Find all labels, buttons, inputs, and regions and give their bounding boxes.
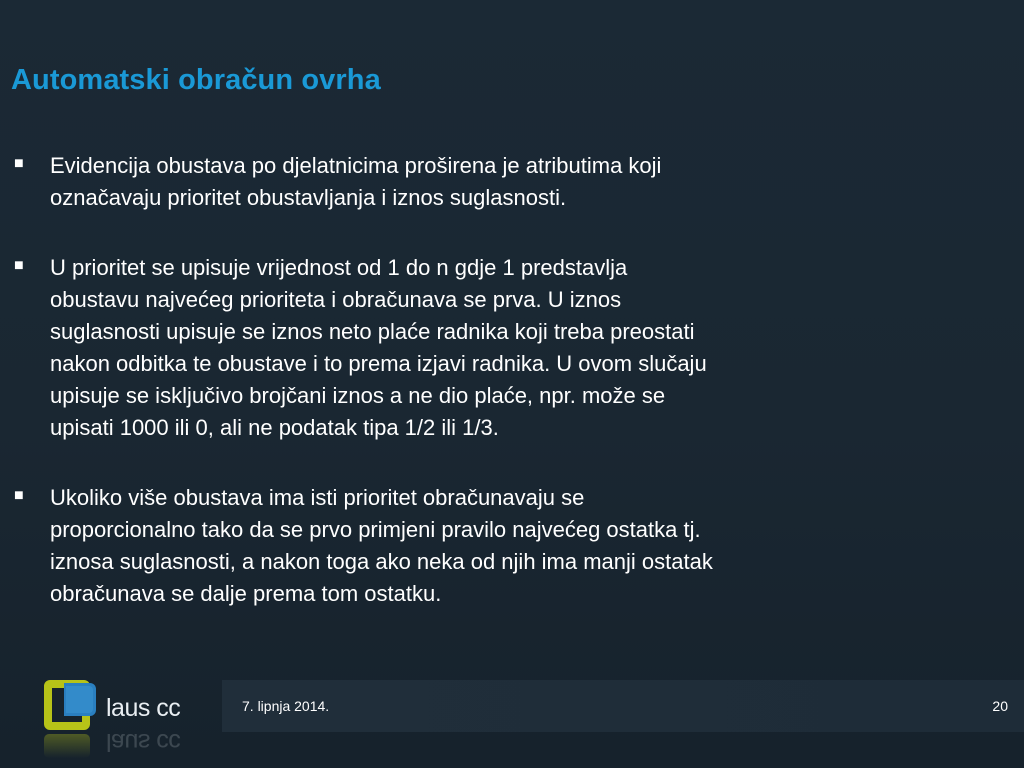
footer-date: 7. lipnja 2014. [242, 698, 330, 714]
bullet-text: Evidencija obustava po djelatnicima proširena je atributima koji označavaju prioritet obustavljanja i iznos suglasnosti. [50, 153, 662, 210]
page-number: 20 [992, 698, 1008, 714]
bullet-text: U prioritet se upisuje vrijednost od 1 do n gdje 1 predstavlja obustavu najvećeg prioriteta i obračunava se prva. U iznos suglasnosti upisuje se iznos neto plaće radnika koji treba preostati nakon odbitka te obustave i to prema izjavi radnika. U ovom slučaju upisuje se isključivo brojčani iznos a ne dio plaće, npr. može se upisati 1000 ili 0, ali ne podatak tipa 1/2 ili 1/3. [50, 255, 707, 440]
logo-wordmark: laus cc [106, 694, 181, 722]
slide-title: Automatski obračun ovrha [11, 64, 381, 96]
square-bullet-icon: ■ [14, 487, 24, 504]
bullet-text: Ukoliko više obustava ima isti prioritet obračunavaju se proporcionalno tako da se prvo primjeni pravilo najvećeg ostatka tj. iznosa suglasnosti, a nakon toga ako neka od njih ima manji ostatak obračunava se dalje prema tom ostatku. [50, 485, 713, 606]
footer-bar [222, 680, 1024, 732]
square-bullet-icon: ■ [14, 257, 24, 274]
bullet-item [13, 252, 973, 444]
bullet-list [13, 150, 973, 610]
bullet-item [13, 150, 973, 214]
bullet-item [13, 482, 973, 610]
square-bullet-icon: ■ [14, 155, 24, 172]
logo-wordmark-reflection: laus cc [106, 728, 181, 756]
